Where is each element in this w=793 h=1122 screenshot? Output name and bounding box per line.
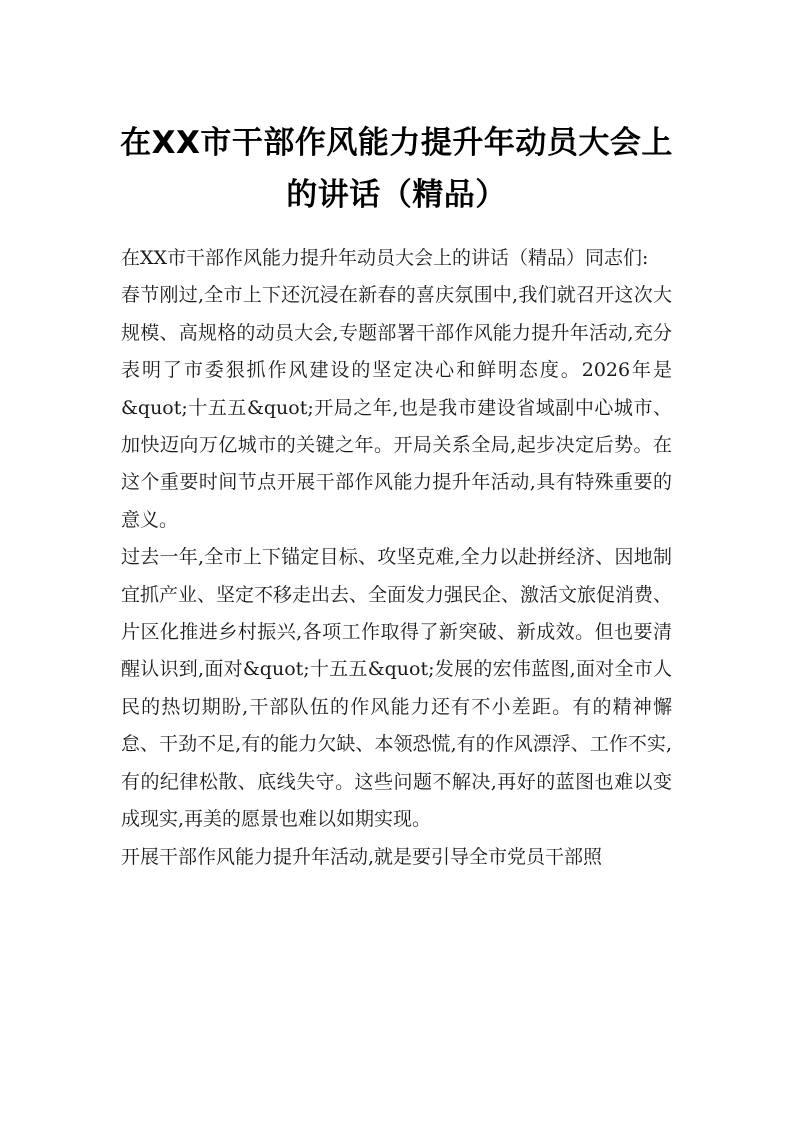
paragraph: 过去一年,全市上下锚定目标、攻坚克难,全力以赴拼经济、因地制宜抓产业、坚定不移走出去、全面发力强民企、激活文旅促消费、片区化推进乡村振兴,各项工作取得了新突破、新成效。但也要清醒认识到,面对&quot;十五五&quot;发展的宏伟蓝图,面对全市人民的热切期盼,干部队伍的作风能力还有不小差距。有的精神懈怠、干劲不足,有的能力欠缺、本领恐慌,有的作风漂浮、工作不实,有的纪律松散、底线失守。这些问题不解决,再好的蓝图也难以变成现实,再美的愿景也难以如期实现。: [121, 546, 673, 831]
paragraph: 春节刚过,全市上下还沉浸在新春的喜庆氛围中,我们就召开这次大规模、高规格的动员大会,专题部署干部作风能力提升年活动,充分表明了市委狠抓作风建设的坚定决心和鲜明态度。2026年是&quot;十五五&quot;开局之年,也是我市建设省域副中心城市、加快迈向万亿城市的关键之年。开局关系全局,起步决定后势。在这个重要时间节点开展干部作风能力提升年活动,具有特殊重要的意义。: [121, 284, 672, 531]
document-body: [121, 240, 672, 876]
paragraph: 开展干部作风能力提升年活动,就是要引导全市党员干部照: [121, 845, 603, 868]
paragraph-opening: 在XX市干部作风能力提升年动员大会上的讲话（精品）同志们:: [121, 247, 649, 269]
document-title: 在XX市干部作风能力提升年动员大会上的讲话（精品）: [120, 125, 673, 213]
